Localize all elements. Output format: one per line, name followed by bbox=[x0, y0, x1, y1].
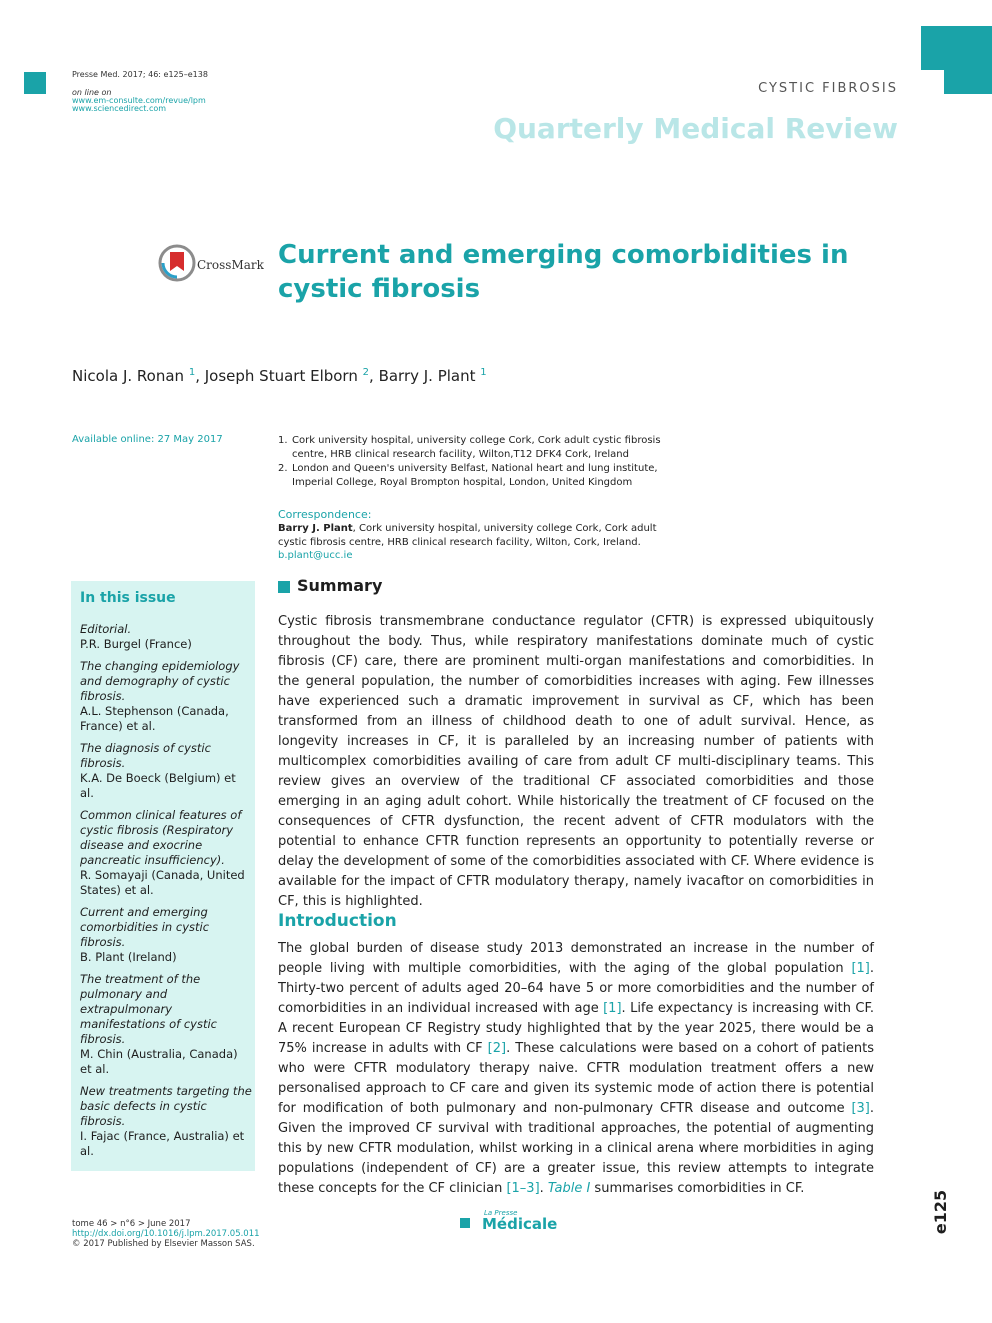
author-name: Joseph Stuart Elborn bbox=[204, 367, 358, 385]
summary-heading: Summary bbox=[297, 576, 383, 595]
affiliation-item bbox=[278, 462, 698, 490]
sidebar-item-author: M. Chin (Australia, Canada) et al. bbox=[80, 1047, 238, 1076]
author-name: Nicola J. Ronan bbox=[72, 367, 185, 385]
sidebar-item-author: A.L. Stephenson (Canada, France) et al. bbox=[80, 704, 229, 733]
journal-logo: Médicale bbox=[482, 1215, 558, 1233]
sidebar-item[interactable] bbox=[80, 622, 252, 652]
logo-square-icon bbox=[460, 1218, 470, 1228]
introduction-text bbox=[278, 939, 874, 1199]
sidebar-item[interactable] bbox=[80, 972, 252, 1077]
article-title: Current and emerging comorbidities in cystic fibrosis bbox=[278, 240, 849, 304]
corner-square-left bbox=[24, 72, 46, 94]
sidebar-item-title: New treatments targeting the basic defects in cystic fibrosis. bbox=[80, 1084, 252, 1128]
available-online-date: Available online: 27 May 2017 bbox=[72, 434, 223, 445]
sidebar-item-title: Common clinical features of cystic fibrosis (Respiratory disease and exocrine pancreatic insufficiency). bbox=[80, 808, 242, 867]
citation-link[interactable]: [3] bbox=[851, 1101, 870, 1116]
intro-text-segment: The global burden of disease study 2013 demonstrated an increase in the number of people living with multiple comorbidities, with the aging of the global population bbox=[278, 941, 874, 976]
sidebar-item-title: The treatment of the pulmonary and extrapulmonary manifestations of cystic fibrosis. bbox=[80, 972, 217, 1046]
page-number: e125 bbox=[931, 1189, 950, 1235]
series-title: Quarterly Medical Review bbox=[493, 112, 898, 145]
sidebar-list bbox=[80, 622, 252, 1166]
author-affil-ref[interactable]: 2 bbox=[362, 367, 370, 378]
summary-text: Cystic fibrosis transmembrane conductance regulator (CFTR) is expressed ubiquitously throughout the body. Thus, while respiratory manifestations dominate much of cystic fibrosis (CF) care, there are prominent multi-organ manifestations and comorbidities. In the general population, the number of comorbidities increases with aging. Few illnesses have experienced such a dramatic improvement in survival as CF, which has been transformed from an illness of childhood death to one of adult survival. Hence, as longevity increases in CF, it is paralleled by an increasing number of patients with multicomplex comorbidities availing of care from adult CF multi-disciplinary teams. This review gives an overview of the traditional CF associated comorbidities and those emerging in an aging adult cohort. While historically the treatment of CF focused on the consequences of CFTR dysfunction, the recent advent of CFTR modulators with the potential to enhance CFTR function represents an opportunity to potentially reverse or delay the development of some of the comorbidities associated with CF. Where evidence is available for the impact of CFTR modulatory therapy, namely ivacaftor on comorbidities in CF, this is highlighted. bbox=[278, 614, 874, 909]
summary-marker-icon bbox=[278, 581, 290, 593]
correspondence-email[interactable]: b.plant@ucc.ie bbox=[278, 550, 353, 561]
intro-text-segment: . These calculations were based on a cohort of patients who were CFTR modulatory therapy naive. CFTR modulation treatment offers a new personalised approach to CF care and given its systemic mode of action there is potential for modification of both pulmonary and non-pulmonary CFTR disease and outcome bbox=[278, 1041, 874, 1116]
sidebar-item-title: Current and emerging comorbidities in cystic fibrosis. bbox=[80, 905, 210, 949]
correspondence-text: , Cork university hospital, university college Cork, Cork adult cystic fibrosis centre, HRB clinical research facility, Wilton, Cork, Ireland. bbox=[278, 523, 657, 548]
sidebar-heading: In this issue bbox=[80, 590, 176, 606]
footer-info bbox=[72, 1219, 260, 1249]
sidebar-item[interactable] bbox=[80, 741, 252, 801]
sidebar-item-title: The changing epidemiology and demography of cystic fibrosis. bbox=[80, 659, 240, 703]
corner-block-top-right-tab bbox=[944, 26, 992, 94]
correspondence-address bbox=[278, 522, 678, 550]
issue-info: tome 46 > n°6 > June 2017 bbox=[72, 1219, 191, 1229]
intro-text-segment: summarises comorbidities in CF. bbox=[590, 1181, 805, 1196]
sidebar-item-author: B. Plant (Ireland) bbox=[80, 950, 177, 964]
affiliation-item bbox=[278, 434, 698, 462]
sidebar-item-author: R. Somayaji (Canada, United States) et al. bbox=[80, 868, 245, 897]
crossmark-label[interactable]: CrossMark bbox=[197, 258, 264, 272]
citation-link[interactable]: [1–3] bbox=[506, 1181, 540, 1196]
journal-url-sciencedirect[interactable]: www.sciencedirect.com bbox=[72, 104, 167, 113]
crossmark-icon[interactable] bbox=[158, 244, 196, 282]
author-affil-ref[interactable]: 1 bbox=[188, 367, 196, 378]
sidebar-item[interactable] bbox=[80, 905, 252, 965]
intro-text-segment: . Life expectancy is increasing with CF. A recent European CF Registry study highlighted that by the year 2025, there would be a 75% increase in adults with CF bbox=[278, 1001, 874, 1056]
journal-citation: Presse Med. 2017; 46: e125–e138 bbox=[72, 70, 208, 79]
sidebar-item-author: P.R. Burgel (France) bbox=[80, 637, 192, 651]
intro-text-segment: . Given the improved CF survival with traditional approaches, the potential of augmenting this by new CFTR modulation, whilst working in a clinical arena where morbidities in aging populations (independent of CF) are a greater issue, this review attempts to integrate these concepts for the CF clinician bbox=[278, 1101, 874, 1196]
online-label: on line on bbox=[72, 88, 112, 97]
sidebar-item-author: I. Fajac (France, Australia) et al. bbox=[80, 1129, 245, 1158]
sidebar-item-title: Editorial. bbox=[80, 622, 132, 636]
in-this-issue-sidebar bbox=[71, 581, 255, 1171]
journal-url-emconsulte[interactable]: www.em-consulte.com/revue/lpm bbox=[72, 96, 206, 105]
correspondence-heading: Correspondence: bbox=[278, 508, 372, 521]
correspondence-name: Barry J. Plant bbox=[278, 523, 353, 534]
affiliation-text: London and Queen's university Belfast, National heart and lung institute, Imperial College, Royal Brompton hospital, London, United Kingdom bbox=[292, 463, 658, 488]
affiliation-number: 2. bbox=[278, 463, 288, 474]
intro-text-segment: . Thirty-two percent of adults aged 20–64 have 5 or more comorbidities and the number of comorbidities in an individual increased with age bbox=[278, 961, 874, 1016]
author-affil-ref[interactable]: 1 bbox=[480, 367, 487, 378]
copyright: © 2017 Published by Elsevier Masson SAS. bbox=[72, 1239, 255, 1249]
author-separator: , bbox=[195, 367, 205, 385]
citation-link[interactable]: [1] bbox=[603, 1001, 622, 1016]
introduction-heading: Introduction bbox=[278, 911, 397, 931]
sidebar-item[interactable] bbox=[80, 659, 252, 734]
sidebar-item[interactable] bbox=[80, 808, 252, 898]
citation-link[interactable]: [2] bbox=[487, 1041, 507, 1056]
table-link[interactable]: Table I bbox=[547, 1181, 591, 1196]
doi-link[interactable]: http://dx.doi.org/10.1016/j.lpm.2017.05.011 bbox=[72, 1229, 260, 1239]
intro-text-segment: . bbox=[539, 1181, 548, 1196]
affiliation-number: 1. bbox=[278, 435, 288, 446]
sidebar-item-title: The diagnosis of cystic fibrosis. bbox=[80, 741, 211, 770]
author-name: Barry J. Plant bbox=[378, 367, 476, 385]
sidebar-item[interactable] bbox=[80, 1084, 252, 1159]
sidebar-item-author: K.A. De Boeck (Belgium) et al. bbox=[80, 771, 236, 800]
affiliations bbox=[278, 434, 698, 490]
logo-subtitle: La Presse bbox=[484, 1209, 518, 1217]
section-topic: CYSTIC FIBROSIS bbox=[758, 81, 898, 96]
author-separator: , bbox=[369, 367, 379, 385]
affiliation-text: Cork university hospital, university college Cork, Cork adult cystic fibrosis centre, HRB clinical research facility, Wilton,T12 DFK4 Cork, Ireland bbox=[292, 435, 661, 460]
citation-link[interactable]: [1] bbox=[851, 961, 870, 976]
author-list bbox=[72, 367, 487, 385]
